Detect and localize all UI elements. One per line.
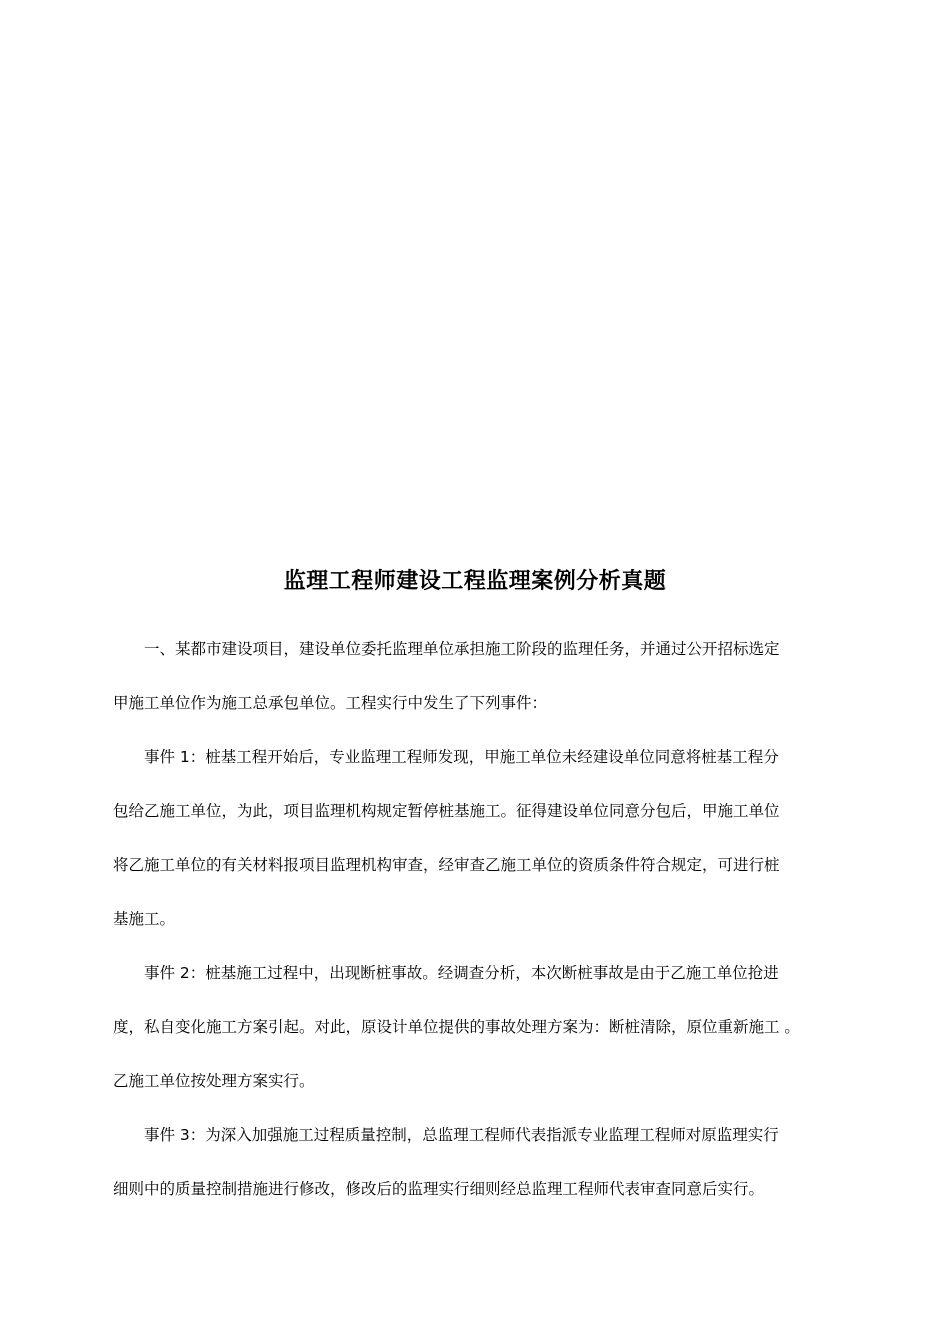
paragraph-line-6: 基施工。: [113, 910, 176, 928]
paragraph-line-3: 事件 1：桩基工程开始后，专业监理工程师发现，甲施工单位未经建设单位同意将桩基工程分: [113, 748, 779, 766]
paragraph-line-5: 将乙施工单位的有关材料报项目监理机构审查，经审查乙施工单位的资质条件符合规定，可进行桩: [113, 856, 780, 874]
paragraph-line-2: 甲施工单位作为施工总承包单位。工程实行中发生了下列事件：: [113, 694, 548, 712]
document-title: 监理工程师建设工程监理案例分析真题: [283, 569, 667, 594]
paragraph-line-7: 事件 2：桩基施工过程中，出现断桩事故。经调查分析，本次断桩事故是由于乙施工单位抢进: [113, 964, 779, 982]
paragraph-line-8: 度，私自变化施工方案引起。对此，原设计单位提供的事故处理方案为：断桩清除，原位重新施工 。: [113, 1018, 800, 1036]
paragraph-line-11: 细则中的质量控制措施进行修改，修改后的监理实行细则经总监理工程师代表审查同意后实行。: [113, 1180, 765, 1198]
paragraph-line-10: 事件 3：为深入加强施工过程质量控制，总监理工程师代表指派专业监理工程师对原监理实行: [113, 1126, 779, 1144]
paragraph-line-4: 包给乙施工单位，为此，项目监理机构规定暂停桩基施工。征得建设单位同意分包后，甲施工单位: [113, 802, 780, 820]
paragraph-line-9: 乙施工单位按处理方案实行。: [113, 1072, 315, 1090]
paragraph-line-1: 一、某都市建设项目，建设单位委托监理单位承担施工阶段的监理任务，并通过公开招标选定: [113, 640, 780, 658]
